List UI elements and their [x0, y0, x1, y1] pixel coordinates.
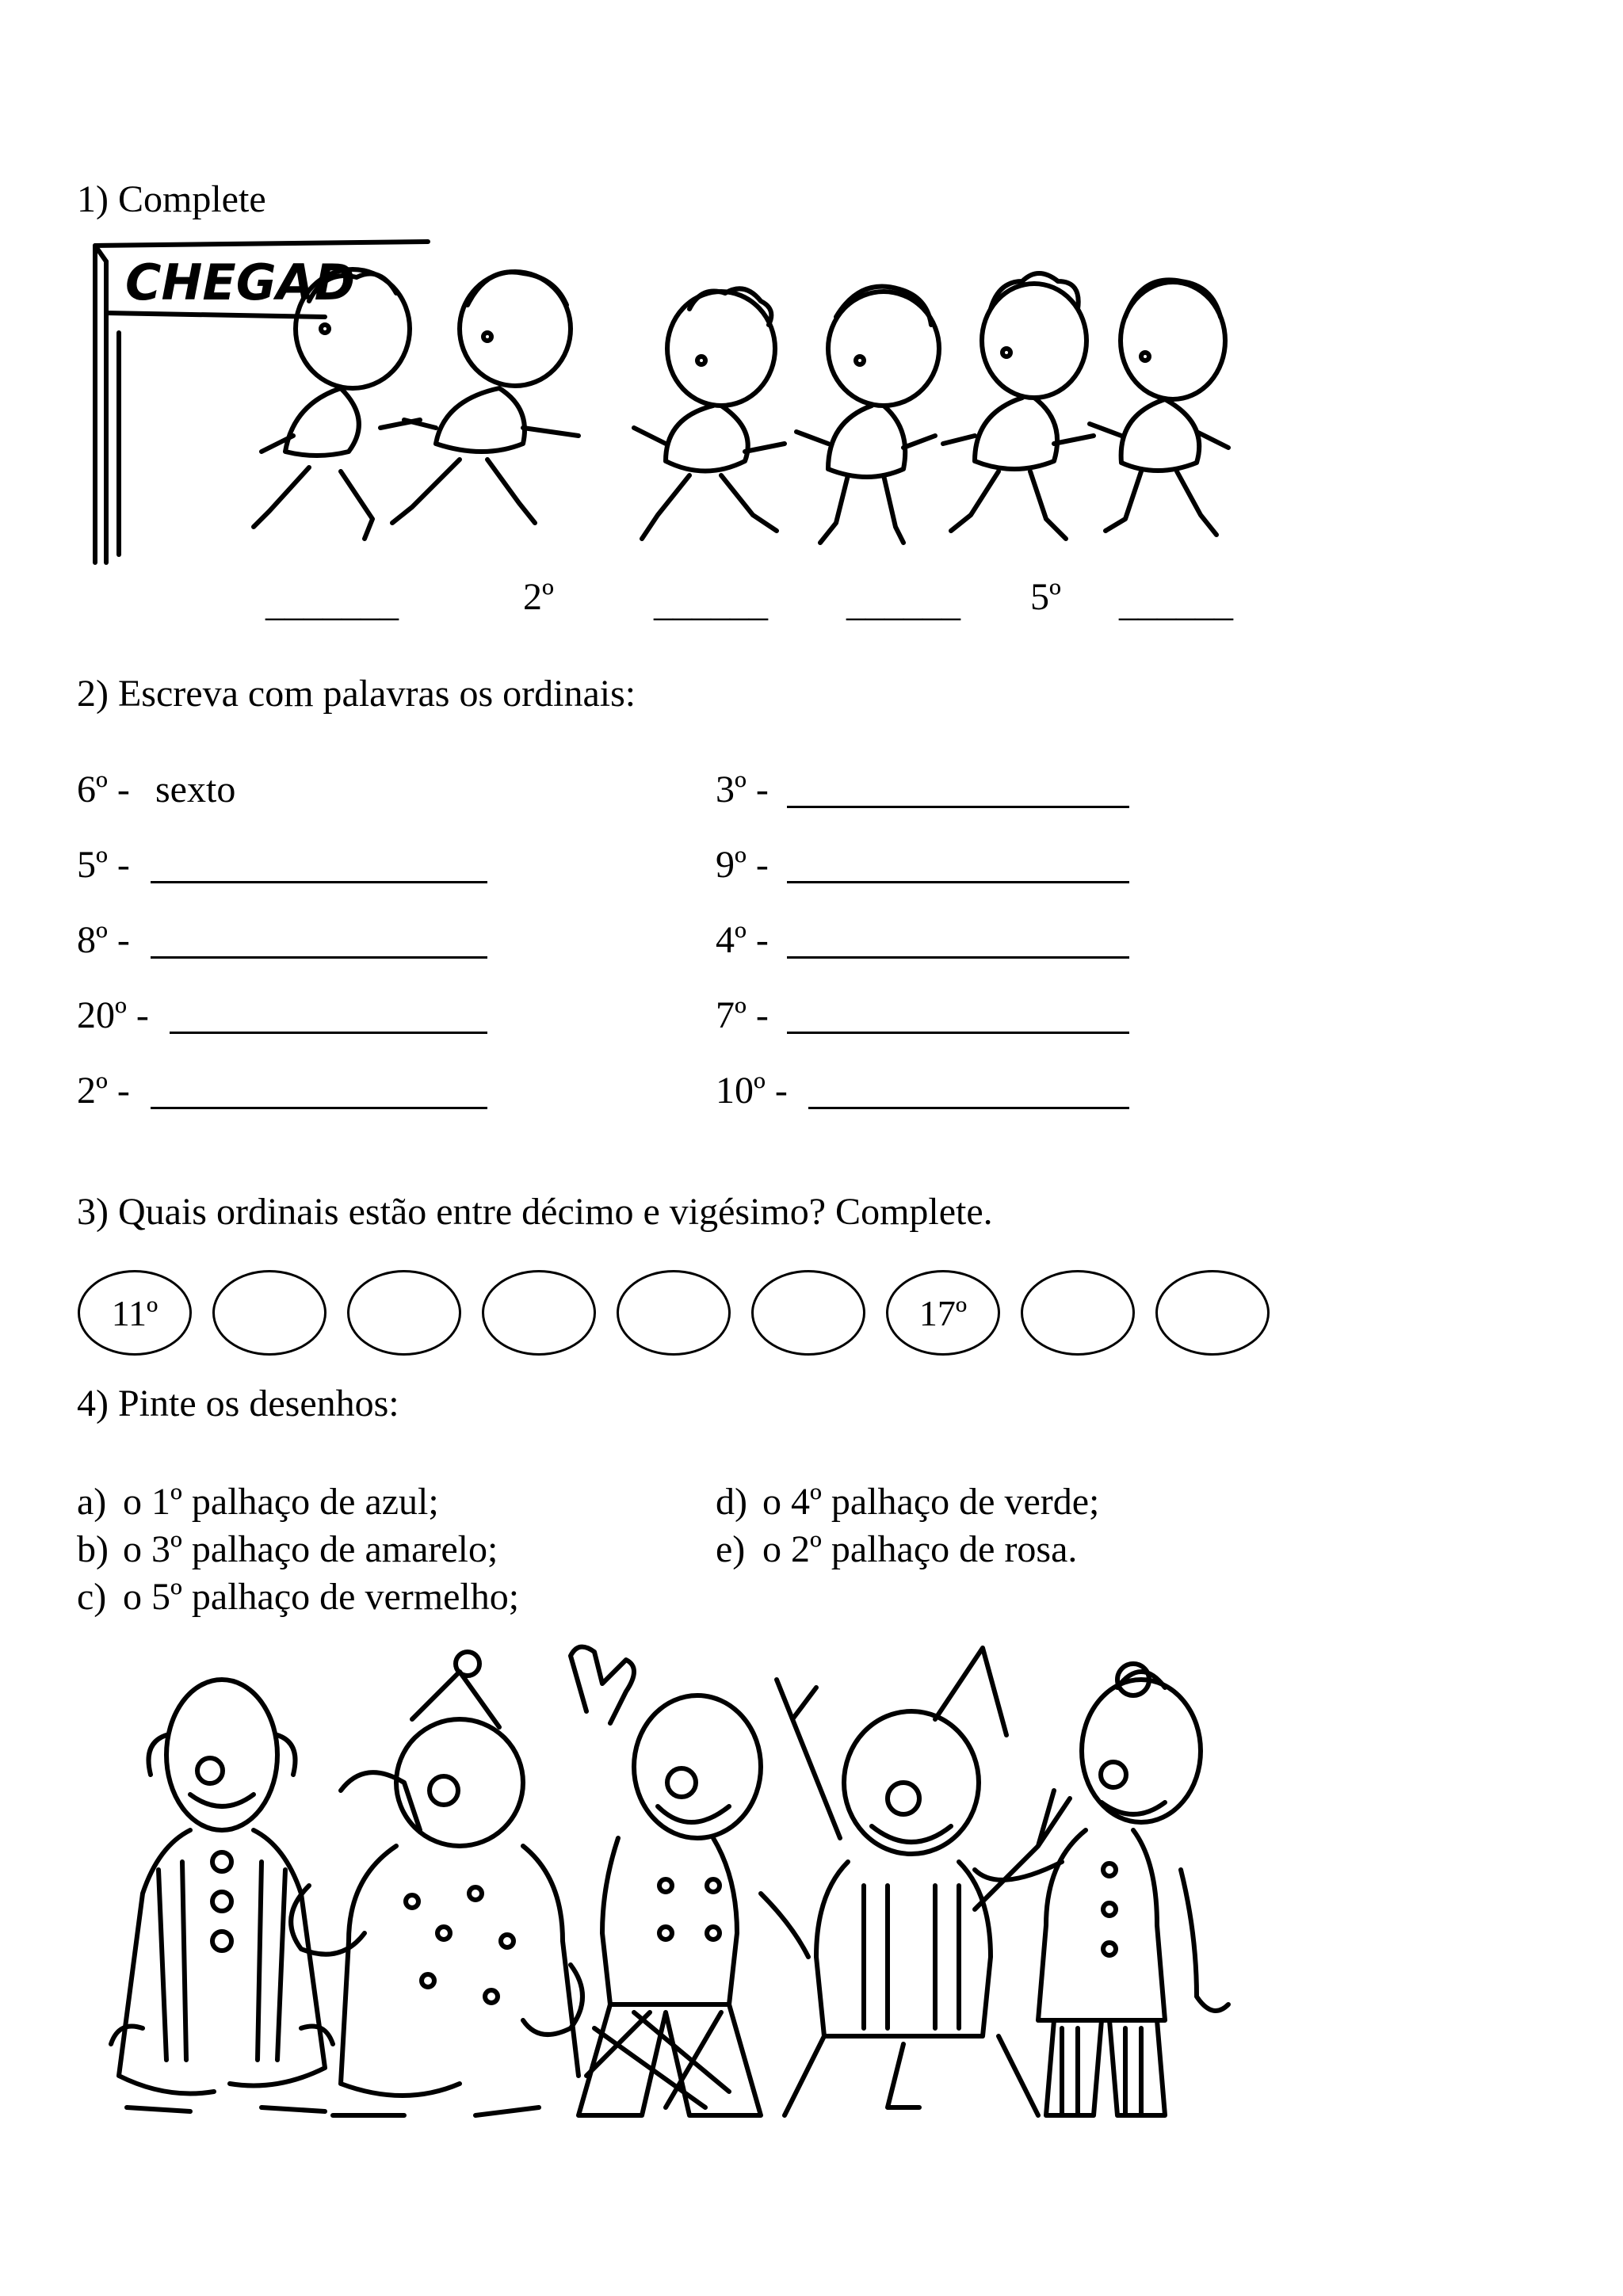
- ordinal-answer-4[interactable]: [787, 956, 1129, 959]
- ordinal-circle-15[interactable]: [617, 1270, 731, 1356]
- question-1-title: 1) Complete: [77, 178, 266, 220]
- instruction-b-letter: b): [77, 1528, 109, 1570]
- ordinal-answer-6: sexto: [155, 769, 236, 810]
- instruction-c-text: o 5º palhaço de vermelho;: [123, 1576, 520, 1618]
- ordinal-label-5: 5º -: [77, 844, 130, 886]
- ordinal-answer-9[interactable]: [787, 881, 1129, 883]
- ordinal-answer-5[interactable]: [151, 881, 487, 883]
- runner-answer-5: 5º: [1030, 576, 1061, 618]
- instruction-e-text: o 2º palhaço de rosa.: [762, 1528, 1078, 1570]
- ordinal-label-9: 9º -: [716, 844, 769, 886]
- ordinal-circle-12[interactable]: [212, 1270, 327, 1356]
- instruction-a-text: o 1º palhaço de azul;: [123, 1481, 439, 1523]
- ordinal-label-8: 8º -: [77, 919, 130, 961]
- instruction-d-letter: d): [716, 1481, 747, 1523]
- ordinal-answer-10[interactable]: [808, 1107, 1129, 1109]
- instruction-b-text: o 3º palhaço de amarelo;: [123, 1528, 498, 1570]
- ordinal-circle-11: 11º: [78, 1270, 192, 1356]
- race-finish-illustration: [87, 238, 1252, 570]
- runner-6: [1090, 280, 1228, 535]
- instruction-c-letter: c): [77, 1576, 107, 1618]
- ordinal-circle-16[interactable]: [751, 1270, 865, 1356]
- clown-3: [571, 1647, 808, 2115]
- runner-4: [796, 287, 939, 543]
- runner-answer-6[interactable]: ______: [1119, 582, 1233, 624]
- instruction-e-letter: e): [716, 1528, 746, 1570]
- ordinal-label-20: 20º -: [77, 994, 149, 1036]
- ordinal-label-3: 3º -: [716, 769, 769, 810]
- ordinal-label-10: 10º -: [716, 1070, 788, 1112]
- finish-line-sign: [95, 242, 428, 563]
- ordinal-circle-14[interactable]: [482, 1270, 596, 1356]
- ordinal-answer-2[interactable]: [151, 1107, 487, 1109]
- question-2-title: 2) Escreva com palavras os ordinais:: [77, 673, 636, 715]
- sign-text: CHEGAD: [125, 254, 356, 311]
- ordinal-label-2: 2º -: [77, 1070, 130, 1112]
- ordinal-answer-7[interactable]: [787, 1032, 1129, 1034]
- clowns-illustration: [79, 1632, 1268, 2147]
- runner-answer-1[interactable]: _______: [265, 582, 399, 624]
- ordinal-answer-3[interactable]: [787, 806, 1129, 808]
- runner-answer-2: 2º: [523, 576, 554, 618]
- question-4-title: 4) Pinte os desenhos:: [77, 1383, 399, 1425]
- ordinal-circle-18[interactable]: [1021, 1270, 1135, 1356]
- runner-2: [392, 272, 579, 523]
- runner-3: [634, 288, 785, 539]
- ordinal-circle-19[interactable]: [1155, 1270, 1270, 1356]
- clown-4: [777, 1648, 1070, 2115]
- ordinal-label-4: 4º -: [716, 919, 769, 961]
- clown-5: [975, 1664, 1228, 2115]
- ordinal-label-6: 6º -: [77, 769, 130, 810]
- runner-5: [943, 273, 1094, 539]
- instruction-a-letter: a): [77, 1481, 107, 1523]
- question-3-title: 3) Quais ordinais estão entre décimo e vigésimo? Complete.: [77, 1191, 993, 1233]
- ordinal-circle-13[interactable]: [347, 1270, 461, 1356]
- clown-2: [291, 1652, 582, 2115]
- ordinal-answer-20[interactable]: [170, 1032, 487, 1034]
- ordinal-circle-17: 17º: [886, 1270, 1000, 1356]
- runner-answer-3[interactable]: ______: [654, 582, 768, 624]
- ordinal-answer-8[interactable]: [151, 956, 487, 959]
- ordinal-label-7: 7º -: [716, 994, 769, 1036]
- instruction-d-text: o 4º palhaço de verde;: [762, 1481, 1100, 1523]
- runner-answer-4[interactable]: ______: [846, 582, 960, 624]
